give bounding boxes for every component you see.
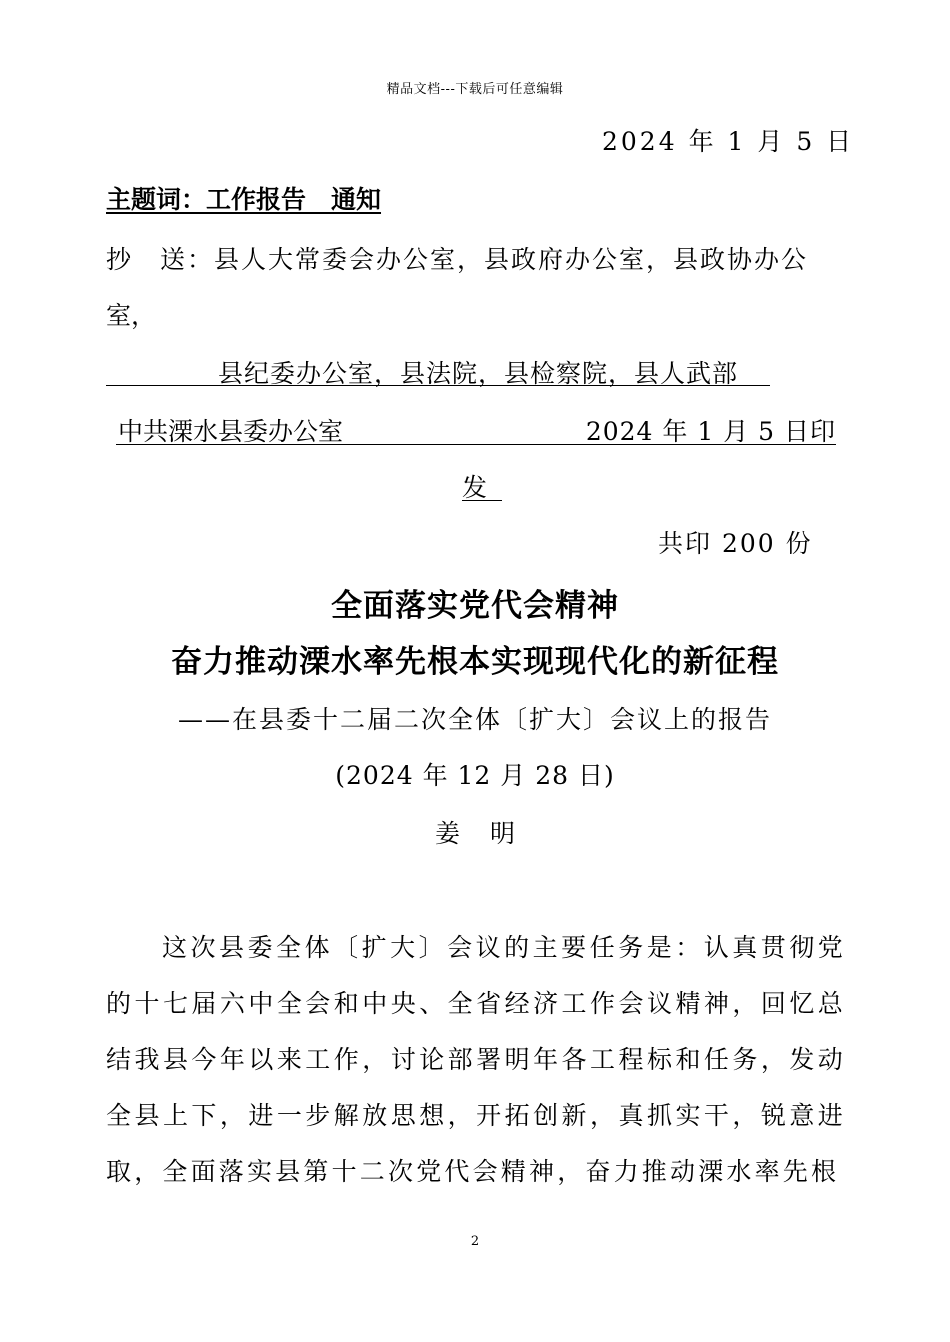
report-title-line-2: 奋力推动溧水率先根本实现现代化的新征程 (171, 644, 779, 680)
cc-line-2: 室， (106, 301, 157, 330)
body-paragraph: 这次县委全体〔扩大〕会议的主要任务是：认真贯彻党的十七届六中全会和中央、全省经济工作会议精神，回忆总结我县今年以来工作，讨论部署明年各工程标和任务，发动全县上下，进一步解放思想，开拓创新，真抓实干，锐意进取，全面落实县第十二次党代会精神，奋力推动溧水率先根 (106, 933, 846, 1186)
report-date: (2024 年 12 月 28 日) (335, 761, 615, 790)
author-name: 姜明 (434, 819, 545, 848)
page-number: 2 (470, 1234, 480, 1249)
copies-count: 共印 200 份 (658, 529, 813, 558)
report-subtitle: ——在县委十二届二次全体〔扩大〕会议上的报告 (177, 705, 772, 734)
document-date: 2024 年 1 月 5 日 (602, 127, 855, 156)
issue-suffix: 发 (462, 468, 502, 501)
subject-keywords: 主题词：工作报告 通知 (106, 185, 382, 214)
page-header-note: 精品文档---下载后可任意编辑 (386, 82, 564, 97)
cc-line-3: 县纪委办公室，县法院，县检察院，县人武部 (106, 354, 770, 386)
issuer-row (116, 412, 836, 445)
issue-date: 2024 年 1 月 5 日印 (585, 417, 836, 446)
cc-line-1: 抄 送：县人大常委会办公室，县政府办公室，县政协办公 (106, 245, 809, 274)
issuer-name: 中共溧水县委办公室 (118, 417, 344, 446)
report-title-line-1: 全面落实党代会精神 (331, 588, 619, 624)
